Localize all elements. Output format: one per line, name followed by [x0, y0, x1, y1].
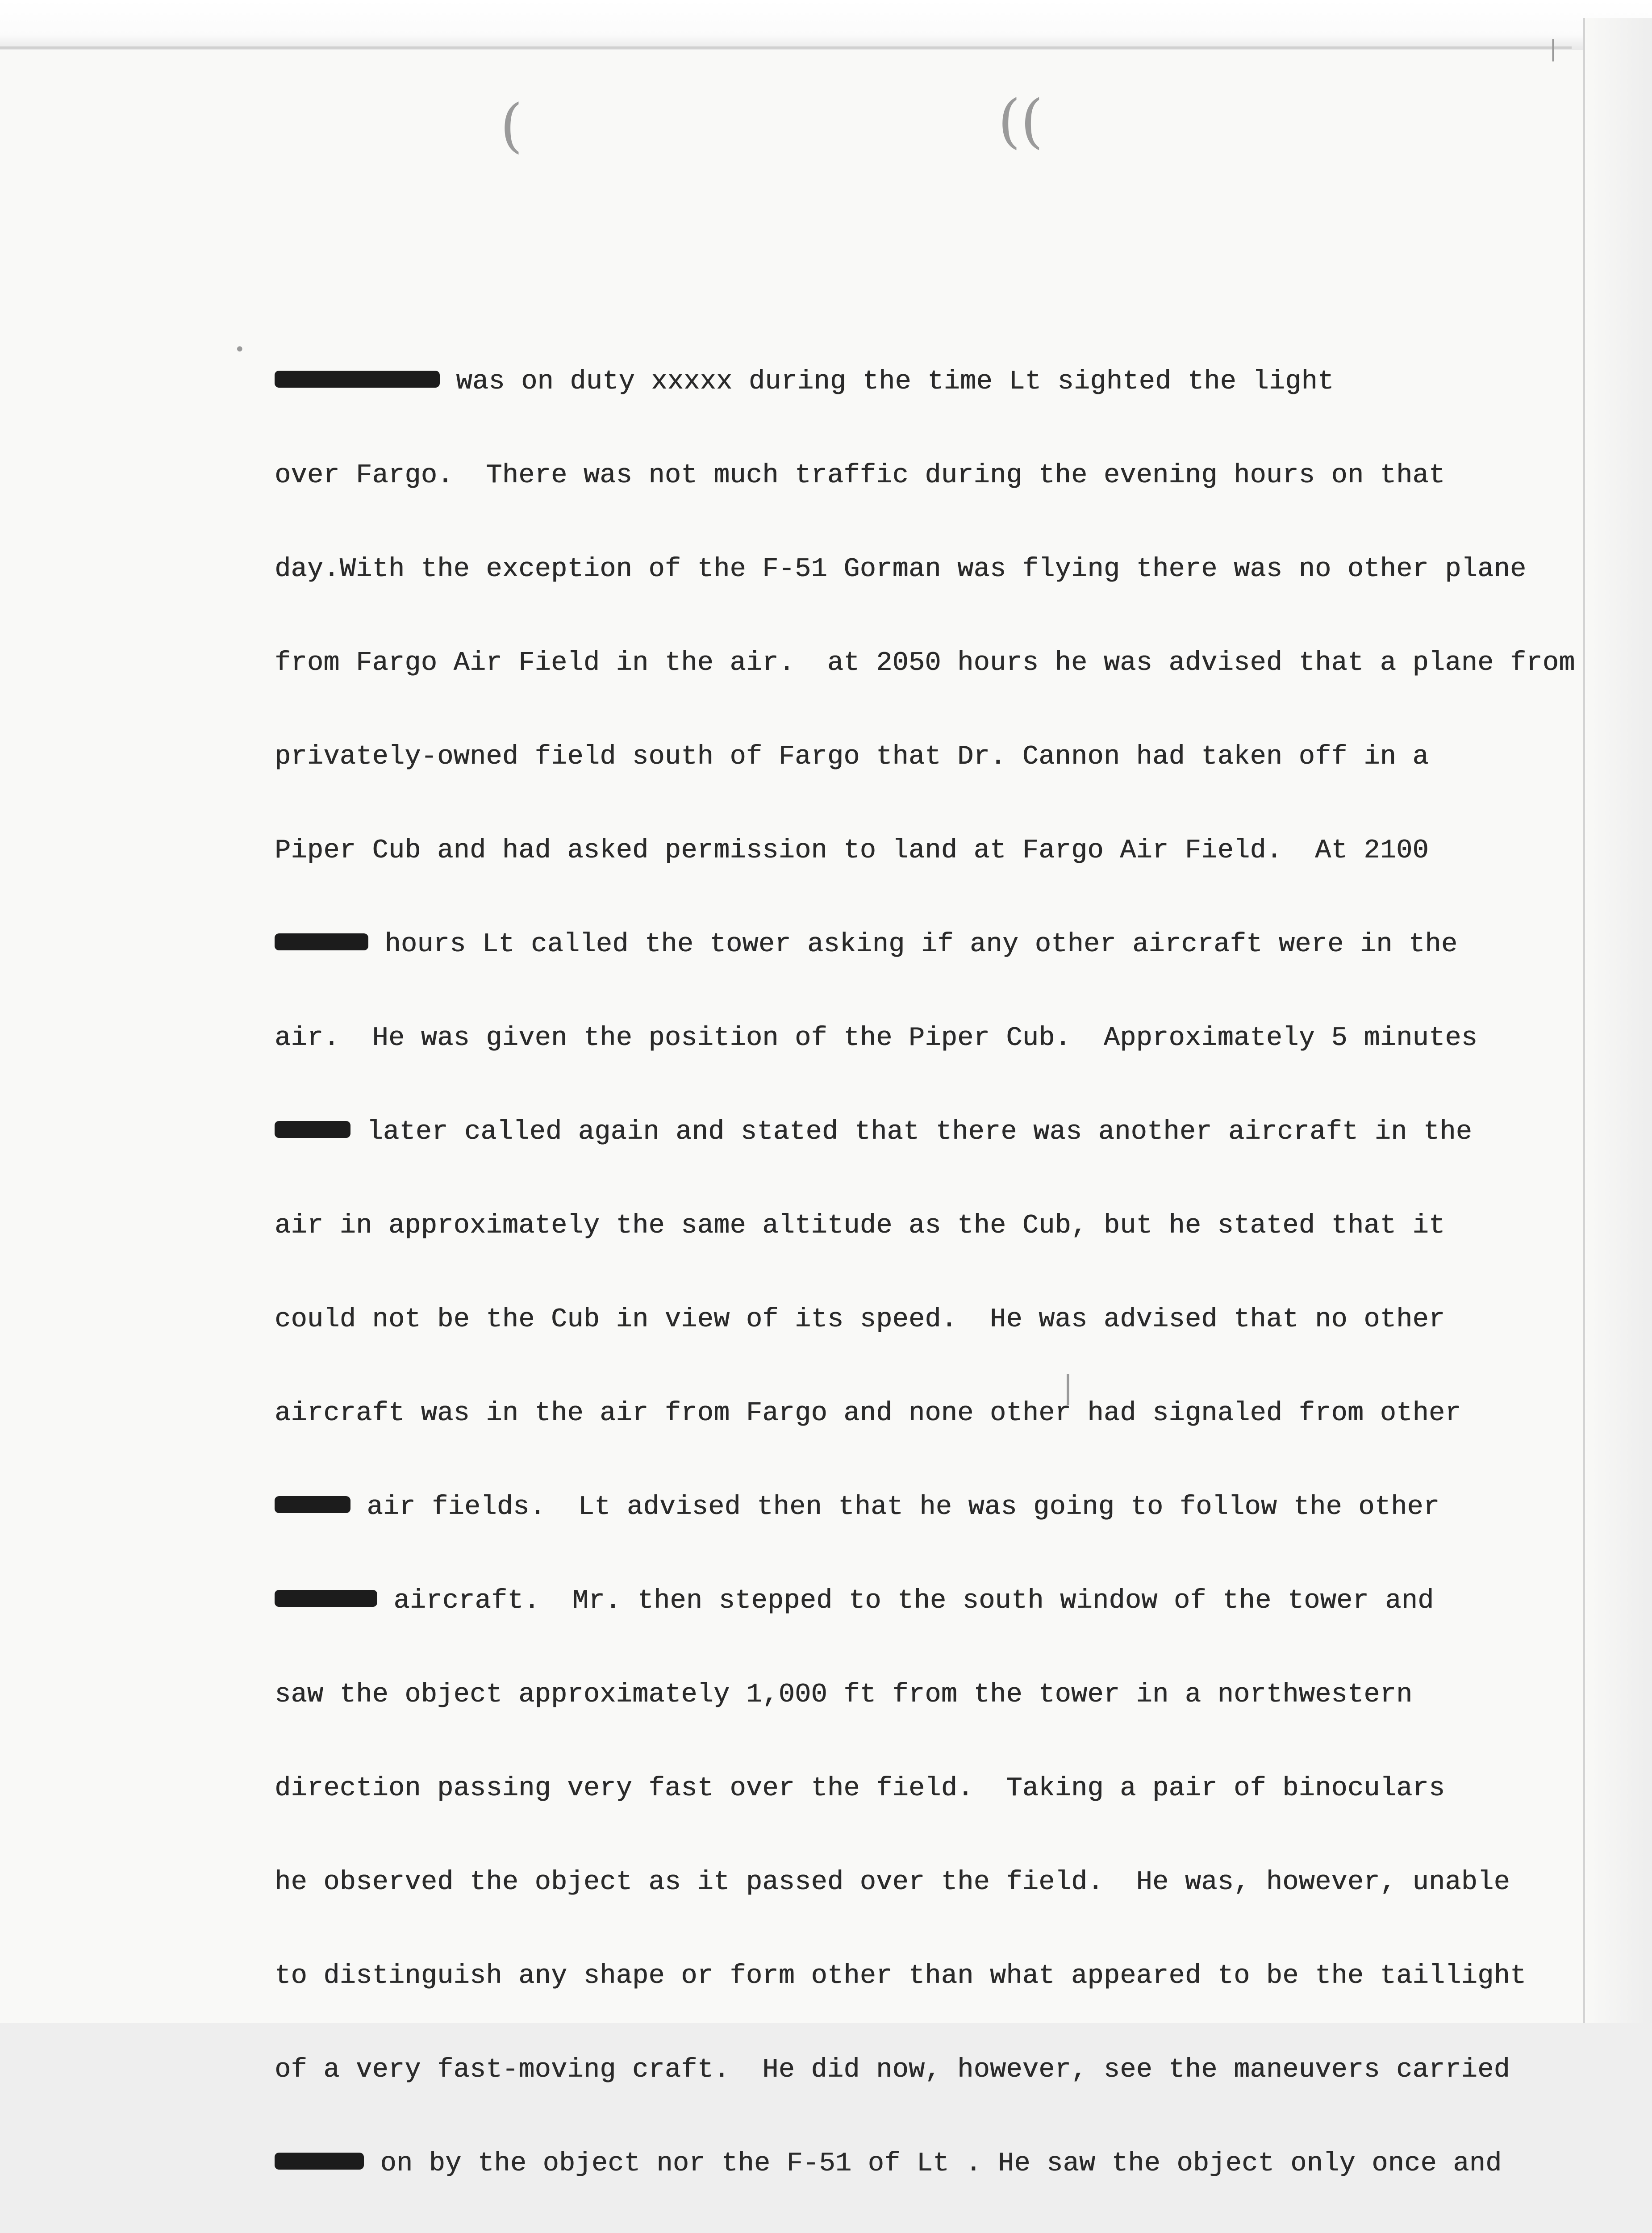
stray-mark: ((: [998, 87, 1043, 155]
text-line: privately-owned field south of Fargo that Dr. Cannon had taken off in a: [275, 742, 1429, 772]
page-edge-line: [0, 46, 1572, 49]
text-line: he observed the object as it passed over the field. He was, however, unable: [275, 1867, 1510, 1898]
paragraph-1: [275, 304, 1575, 2233]
text-line: direction passing very fast over the field. Taking a pair of binoculars: [275, 1773, 1445, 1804]
text-line: hours Lt called the tower asking if any other aircraft were in the: [275, 929, 1569, 960]
redaction: [275, 371, 440, 388]
redaction: [275, 1496, 350, 1513]
text-line: to distinguish any shape or form other than what appeared to be the taillight: [275, 1961, 1527, 1991]
text-line: Piper Cub and had asked permission to land at Fargo Air Field. At 2100: [275, 836, 1429, 866]
text-line: over Fargo. There was not much traffic during the evening hours on that: [275, 460, 1445, 491]
text-line: day.With the exception of the F-51 Gorman was flying there was no other plane: [275, 554, 1527, 585]
redaction: [275, 1590, 377, 1607]
text-line: later called again and stated that there was another aircraft in the: [275, 1116, 1569, 1148]
text-line: of a very fast-moving craft. He did now, however, see the maneuvers carried: [275, 2055, 1510, 2085]
page-top-edge: [0, 0, 1652, 50]
stray-mark: •: [234, 339, 245, 360]
text-line: could not be the Cub in view of its speed. He was advised that no other: [275, 1305, 1445, 1335]
text-line: air. He was given the position of the Piper Cub. Approximately 5 minutes: [275, 1023, 1478, 1054]
redaction: [275, 933, 368, 950]
stray-mark: (: [500, 92, 523, 159]
text-line: air in approximately the same altitude as the Cub, but he stated that it: [275, 1211, 1445, 1241]
stray-mark: |: [1063, 1369, 1073, 1405]
text-line: air fields. Lt advised then that he was going to follow the other: [275, 1492, 1569, 1523]
text-line: was on duty xxxxx during the time Lt sighted the light: [275, 366, 1569, 397]
stray-mark: |: [1549, 36, 1557, 62]
redaction: [275, 1121, 350, 1138]
page-right-edge: [1583, 18, 1652, 2023]
text-line: aircraft was in the air from Fargo and none other had signaled from other: [275, 1398, 1461, 1429]
typed-report-body: [275, 241, 1575, 2233]
text-line: saw the object approximately 1,000 ft from the tower in a northwestern: [275, 1680, 1413, 1710]
redaction: [275, 2153, 364, 2170]
text-line: on by the object nor the F-51 of Lt . He saw the object only once and: [275, 2148, 1569, 2179]
text-line: from Fargo Air Field in the air. at 2050 hours he was advised that a plane from: [275, 648, 1575, 678]
text-line: aircraft. Mr. then stepped to the south window of the tower and: [275, 1585, 1569, 1617]
